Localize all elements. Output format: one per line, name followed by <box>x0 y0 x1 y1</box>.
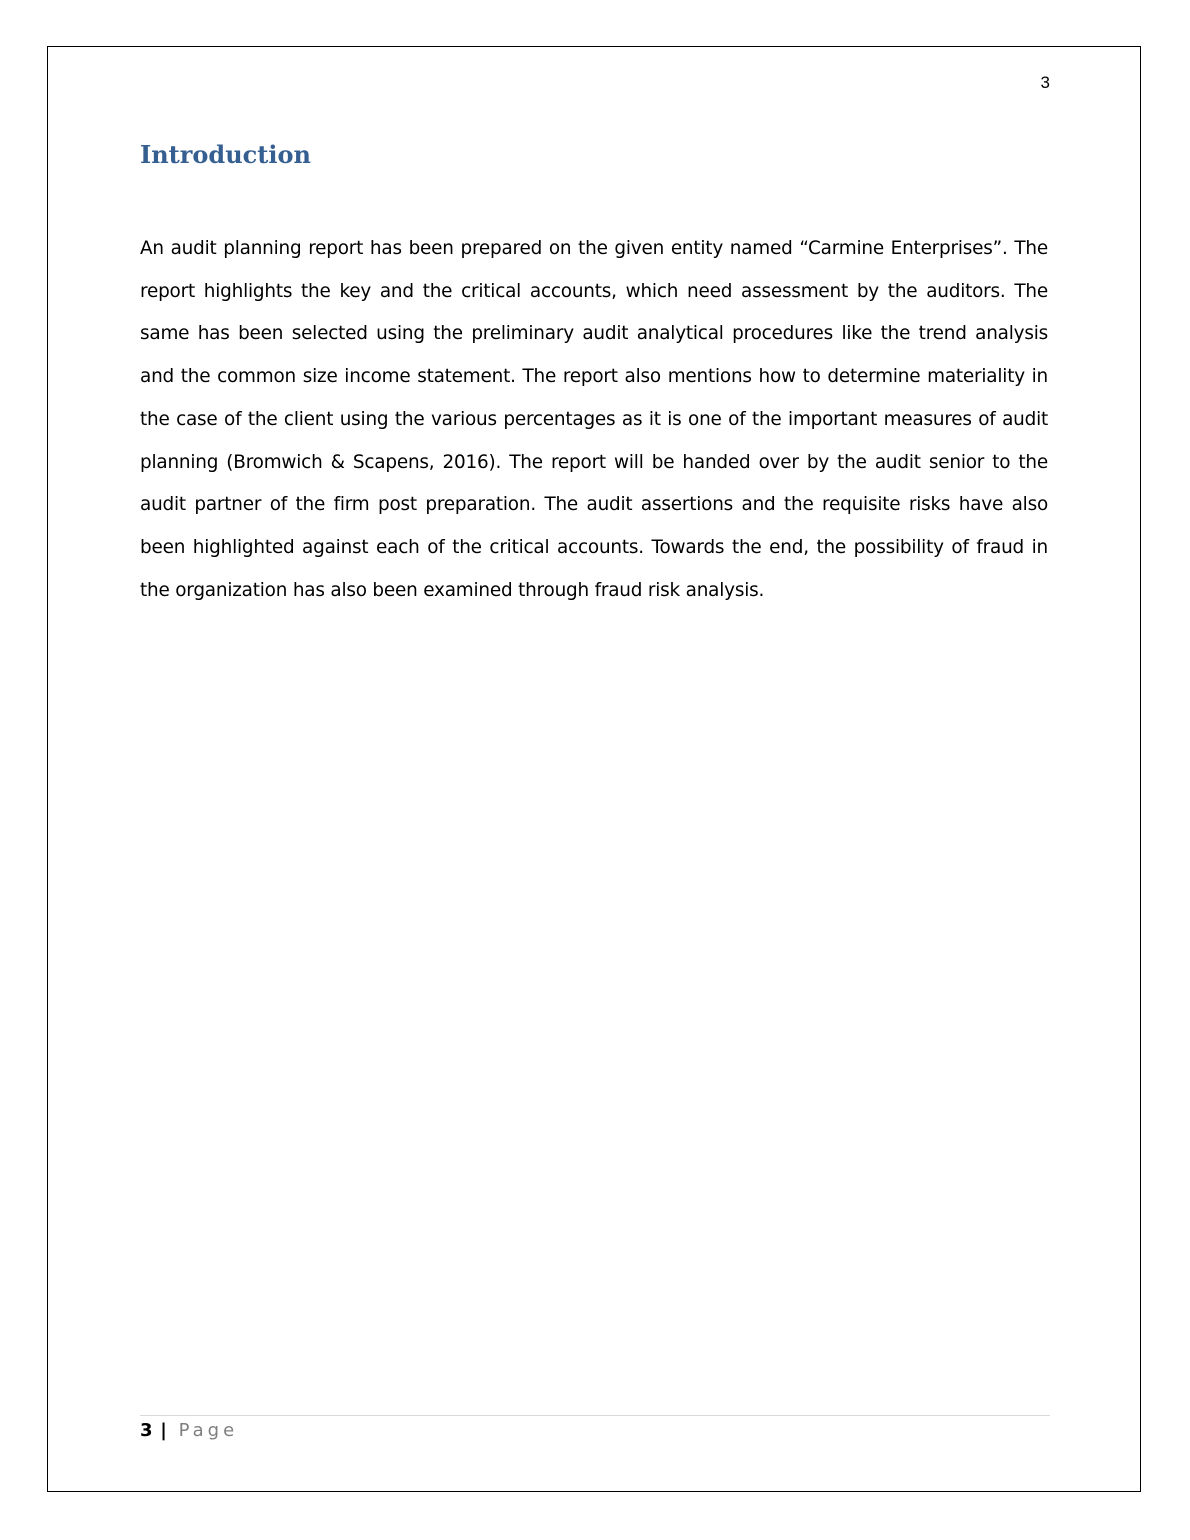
intro-paragraph: An audit planning report has been prepared on the given entity named “Carmine Enterprises”. The report highlights the key and the critical accounts, which need assessment by the auditors. The same has been selected using the preliminary audit analytical procedures like the trend analysis and the common size income statement. The report also mentions how to determine materiality in the case of the client using the various percentages as it is one of the important measures of audit planning (Bromwich & Scapens, 2016). The report will be handed over by the audit senior to the audit partner of the firm post preparation. The audit assertions and the requisite risks have also been highlighted against each of the critical accounts. Towards the end, the possibility of fraud in the organization has also been examined through fraud risk analysis. <box>140 238 1048 601</box>
footer-page-number: 3 <box>140 1420 153 1441</box>
header-page-number: 3 <box>1040 73 1050 92</box>
section-heading: Introduction <box>140 140 311 169</box>
page-footer <box>140 1419 238 1443</box>
footer-divider <box>140 1415 1050 1416</box>
footer-separator: | <box>160 1420 167 1441</box>
footer-page-label: Page <box>178 1420 239 1441</box>
